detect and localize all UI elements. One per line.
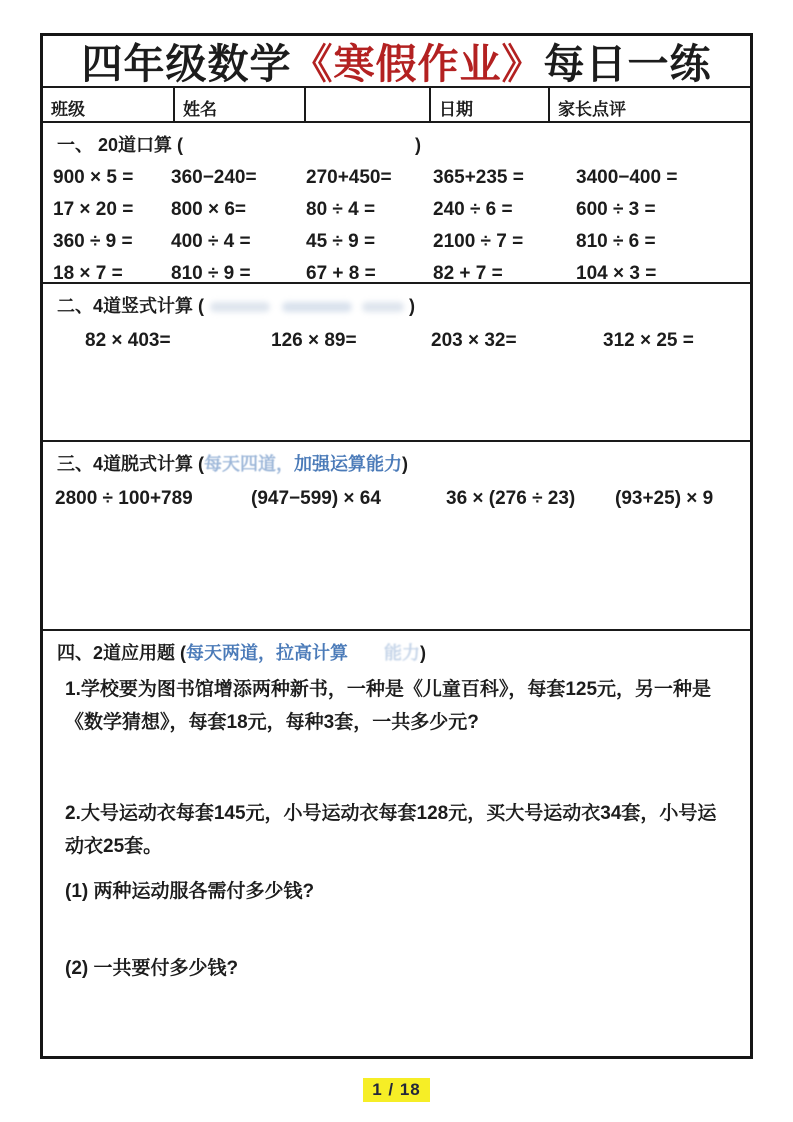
section2-heading bbox=[43, 284, 750, 318]
section3-heading bbox=[43, 442, 750, 476]
paren-close: ) bbox=[402, 454, 409, 475]
oral-problem: 2100 ÷ 7 = bbox=[433, 230, 524, 252]
oral-problem: 400 ÷ 4 = bbox=[171, 230, 251, 252]
oral-problem: 810 ÷ 9 = bbox=[171, 262, 251, 284]
class-field: 班级 bbox=[43, 88, 175, 121]
paren-open: ( bbox=[180, 642, 187, 663]
paren-close: ) bbox=[420, 642, 427, 663]
paren-open: ( bbox=[198, 295, 205, 316]
oral-problem: 360−240= bbox=[171, 166, 257, 188]
step-problem: (947−599) × 64 bbox=[251, 488, 381, 510]
erased-note-smudge bbox=[204, 300, 409, 314]
oral-problem: 810 ÷ 6 = bbox=[576, 230, 656, 252]
section-word-problems bbox=[43, 631, 750, 1057]
paren-close: ) bbox=[415, 134, 422, 155]
section4-heading bbox=[43, 631, 750, 665]
title-prefix: 四年级数学 bbox=[81, 41, 292, 88]
oral-problem: 900 × 5 = bbox=[53, 166, 134, 188]
step-problem-row bbox=[43, 488, 750, 510]
page-title bbox=[43, 36, 750, 88]
section1-heading bbox=[43, 123, 750, 157]
oral-problem: 104 × 3 = bbox=[576, 262, 657, 284]
oral-problem: 82 + 7 = bbox=[433, 262, 503, 284]
oral-problem: 80 ÷ 4 = bbox=[306, 198, 376, 220]
section3-note: 加强运算能力 bbox=[294, 454, 403, 475]
word-problem-2: 2.大号运动衣每套145元，小号运动衣每套128元，买大号运动衣34套，小号运动衣25套。 bbox=[65, 802, 717, 857]
section4-note-faded: 能力 bbox=[384, 642, 421, 663]
word-problem-1: 1.学校要为图书馆增添两种新书，一种是《儿童百科》，每套125元，另一种是《数学猜想》，每套18元，每种3套，一共多少元? bbox=[65, 678, 712, 733]
paren-open: ( bbox=[177, 134, 184, 155]
word-problem-2-question-1: (1) 两种运动服各需付多少钱? bbox=[65, 880, 315, 902]
step-problem: (93+25) × 9 bbox=[615, 488, 714, 510]
section3-heading-text: 三、4道脱式计算 bbox=[57, 454, 194, 475]
vertical-problem: 203 × 32= bbox=[431, 329, 517, 351]
oral-problem: 365+235 = bbox=[433, 166, 524, 188]
title-suffix: 每日一练 bbox=[543, 41, 712, 88]
section2-heading-text: 二、4道竖式计算 bbox=[57, 295, 194, 316]
blank-field bbox=[306, 88, 431, 121]
vertical-problem: 312 × 25 = bbox=[603, 329, 694, 351]
step-problem: 36 × (276 ÷ 23) bbox=[446, 488, 576, 510]
paren-open: ( bbox=[198, 454, 205, 475]
date-field: 日期 bbox=[431, 88, 550, 121]
section4-note: 每天两道，拉高计算 bbox=[186, 642, 349, 663]
oral-problem: 67 + 8 = bbox=[306, 262, 376, 284]
oral-problem: 360 ÷ 9 = bbox=[53, 230, 133, 252]
section3-note-faded: 每天四道， bbox=[204, 454, 295, 475]
section-step-calculation bbox=[43, 442, 750, 630]
section4-heading-text: 四、2道应用题 bbox=[57, 642, 176, 663]
name-field: 姓名 bbox=[175, 88, 306, 121]
word-problems-body bbox=[43, 665, 750, 985]
oral-problem-grid bbox=[43, 162, 750, 290]
oral-problem: 17 × 20 = bbox=[53, 198, 134, 220]
step-problem: 2800 ÷ 100+789 bbox=[55, 488, 193, 510]
section-oral-calculation bbox=[43, 123, 750, 284]
vertical-problem-row bbox=[43, 330, 750, 352]
page-footer bbox=[0, 1078, 793, 1102]
section-vertical-calculation bbox=[43, 284, 750, 442]
oral-problem: 800 × 6= bbox=[171, 198, 247, 220]
student-info-row bbox=[43, 88, 750, 123]
parent-comment-field: 家长点评 bbox=[558, 99, 626, 119]
oral-problem: 240 ÷ 6 = bbox=[433, 198, 513, 220]
vertical-problem: 126 × 89= bbox=[271, 329, 357, 351]
worksheet-page bbox=[40, 33, 753, 1059]
paren-close: ) bbox=[409, 295, 416, 316]
oral-problem: 18 × 7 = bbox=[53, 262, 123, 284]
oral-problem: 600 ÷ 3 = bbox=[576, 198, 656, 220]
page-number-badge: 1 / 18 bbox=[363, 1078, 430, 1102]
section1-heading-text: 一、 20道口算 bbox=[57, 134, 173, 155]
oral-problem: 3400−400 = bbox=[576, 166, 678, 188]
oral-problem: 45 ÷ 9 = bbox=[306, 230, 376, 252]
oral-problem: 270+450= bbox=[306, 166, 392, 188]
title-highlight: 《寒假作业》 bbox=[291, 41, 544, 88]
vertical-problem: 82 × 403= bbox=[85, 329, 171, 351]
word-problem-2-question-2: (2) 一共要付多少钱? bbox=[65, 957, 239, 979]
